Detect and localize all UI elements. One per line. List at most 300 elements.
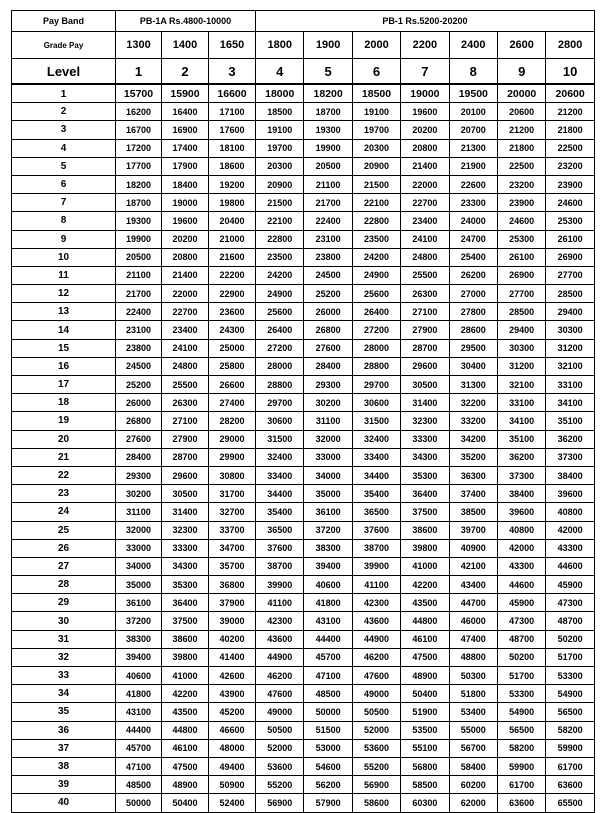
pay-value-cell: 38300 bbox=[304, 539, 352, 557]
pay-value-cell: 46200 bbox=[352, 648, 400, 666]
pay-value-cell: 37200 bbox=[304, 521, 352, 539]
pay-value-cell: 30300 bbox=[546, 321, 594, 339]
pay-value-cell: 33100 bbox=[497, 394, 545, 412]
pay-value-cell: 30300 bbox=[497, 339, 545, 357]
pay-value-cell: 18100 bbox=[209, 139, 256, 157]
pay-value-cell: 19600 bbox=[401, 103, 449, 121]
pay-value-cell: 22400 bbox=[116, 303, 162, 321]
pay-value-cell: 26900 bbox=[546, 248, 594, 266]
pay-value-cell: 58200 bbox=[546, 721, 594, 739]
pay-value-cell: 61700 bbox=[497, 776, 545, 794]
pay-value-cell: 21700 bbox=[116, 285, 162, 303]
pay-value-cell: 35200 bbox=[449, 448, 497, 466]
table-row bbox=[12, 194, 595, 212]
pay-value-cell: 25200 bbox=[116, 376, 162, 394]
pay-value-cell: 30600 bbox=[256, 412, 304, 430]
pay-value-cell: 37300 bbox=[497, 466, 545, 484]
pay-value-cell: 36800 bbox=[209, 576, 256, 594]
pay-value-cell: 33700 bbox=[209, 521, 256, 539]
pay-value-cell: 23100 bbox=[304, 230, 352, 248]
pay-value-cell: 37200 bbox=[116, 612, 162, 630]
pay-value-cell: 22800 bbox=[256, 230, 304, 248]
pay-value-cell: 56900 bbox=[256, 794, 304, 812]
table-row bbox=[12, 248, 595, 266]
pay-value-cell: 46000 bbox=[449, 612, 497, 630]
pay-value-cell: 44600 bbox=[546, 557, 594, 575]
pay-value-cell: 54600 bbox=[304, 757, 352, 775]
pay-value-cell: 35300 bbox=[162, 576, 209, 594]
table-row bbox=[12, 521, 595, 539]
pay-value-cell: 51700 bbox=[497, 667, 545, 685]
pay-value-cell: 26300 bbox=[162, 394, 209, 412]
pay-value-cell: 20500 bbox=[304, 157, 352, 175]
pay-value-cell: 32000 bbox=[116, 521, 162, 539]
row-level-cell: 10 bbox=[12, 248, 116, 266]
pay-value-cell: 20800 bbox=[401, 139, 449, 157]
pay-value-cell: 27900 bbox=[401, 321, 449, 339]
pay-value-cell: 53300 bbox=[546, 667, 594, 685]
pay-value-cell: 27000 bbox=[449, 285, 497, 303]
pay-value-cell: 22200 bbox=[209, 266, 256, 284]
pay-value-cell: 59900 bbox=[546, 739, 594, 757]
pay-value-cell: 19100 bbox=[352, 103, 400, 121]
pay-value-cell: 44600 bbox=[497, 576, 545, 594]
row-level-cell: 36 bbox=[12, 721, 116, 739]
level-header-row bbox=[12, 59, 595, 85]
pay-value-cell: 20200 bbox=[401, 121, 449, 139]
table-row bbox=[12, 394, 595, 412]
pay-value-cell: 38700 bbox=[256, 557, 304, 575]
pay-value-cell: 26100 bbox=[546, 230, 594, 248]
pay-value-cell: 56800 bbox=[401, 757, 449, 775]
pay-value-cell: 16900 bbox=[162, 121, 209, 139]
pay-value-cell: 36400 bbox=[401, 485, 449, 503]
pay-value-cell: 31700 bbox=[209, 485, 256, 503]
pay-value-cell: 40900 bbox=[449, 539, 497, 557]
pay-value-cell: 28600 bbox=[449, 321, 497, 339]
pay-value-cell: 24300 bbox=[209, 321, 256, 339]
table-row bbox=[12, 339, 595, 357]
table-row bbox=[12, 230, 595, 248]
pay-matrix bbox=[11, 10, 594, 813]
pay-value-cell: 21200 bbox=[497, 121, 545, 139]
pay-value-cell: 35400 bbox=[352, 485, 400, 503]
pay-value-cell: 59900 bbox=[497, 757, 545, 775]
pay-value-cell: 32100 bbox=[546, 357, 594, 375]
pay-value-cell: 18500 bbox=[256, 103, 304, 121]
level-number-cell: 5 bbox=[304, 59, 352, 85]
pay-value-cell: 28800 bbox=[352, 357, 400, 375]
pay-value-cell: 36200 bbox=[546, 430, 594, 448]
pay-value-cell: 18700 bbox=[116, 194, 162, 212]
grade-pay-label: Grade Pay bbox=[12, 32, 116, 59]
pay-value-cell: 60300 bbox=[401, 794, 449, 812]
level-number-cell: 3 bbox=[209, 59, 256, 85]
pay-value-cell: 47600 bbox=[352, 667, 400, 685]
pay-value-cell: 29000 bbox=[209, 430, 256, 448]
pay-value-cell: 15900 bbox=[162, 84, 209, 103]
pay-value-cell: 28000 bbox=[256, 357, 304, 375]
pay-value-cell: 27600 bbox=[116, 430, 162, 448]
pay-value-cell: 39800 bbox=[401, 539, 449, 557]
pay-value-cell: 35400 bbox=[256, 503, 304, 521]
pay-value-cell: 39700 bbox=[449, 521, 497, 539]
pay-value-cell: 43300 bbox=[497, 557, 545, 575]
pay-value-cell: 33000 bbox=[116, 539, 162, 557]
pay-value-cell: 50000 bbox=[116, 794, 162, 812]
pay-value-cell: 50900 bbox=[209, 776, 256, 794]
pay-value-cell: 23500 bbox=[256, 248, 304, 266]
pay-value-cell: 41800 bbox=[304, 594, 352, 612]
pay-value-cell: 31200 bbox=[497, 357, 545, 375]
pay-value-cell: 40800 bbox=[497, 521, 545, 539]
table-row bbox=[12, 594, 595, 612]
pay-value-cell: 56500 bbox=[546, 703, 594, 721]
pay-value-cell: 40600 bbox=[304, 576, 352, 594]
pay-value-cell: 29900 bbox=[209, 448, 256, 466]
table-row bbox=[12, 157, 595, 175]
pay-value-cell: 49000 bbox=[352, 685, 400, 703]
pay-value-cell: 19000 bbox=[401, 84, 449, 103]
pay-value-cell: 28700 bbox=[401, 339, 449, 357]
pay-value-cell: 26900 bbox=[497, 266, 545, 284]
level-number-cell: 4 bbox=[256, 59, 304, 85]
pay-value-cell: 21900 bbox=[449, 157, 497, 175]
pay-value-cell: 30400 bbox=[449, 357, 497, 375]
pay-value-cell: 35100 bbox=[546, 412, 594, 430]
pay-value-cell: 39600 bbox=[546, 485, 594, 503]
pay-value-cell: 31400 bbox=[401, 394, 449, 412]
pay-value-cell: 61700 bbox=[546, 757, 594, 775]
pay-value-cell: 17400 bbox=[162, 139, 209, 157]
pay-value-cell: 19000 bbox=[162, 194, 209, 212]
pay-value-cell: 27800 bbox=[449, 303, 497, 321]
pay-value-cell: 21800 bbox=[546, 121, 594, 139]
pay-value-cell: 26800 bbox=[304, 321, 352, 339]
pay-value-cell: 29600 bbox=[401, 357, 449, 375]
pay-value-cell: 43500 bbox=[401, 594, 449, 612]
row-level-cell: 6 bbox=[12, 175, 116, 193]
pay-value-cell: 45900 bbox=[497, 594, 545, 612]
row-level-cell: 22 bbox=[12, 466, 116, 484]
pay-value-cell: 33300 bbox=[162, 539, 209, 557]
pay-value-cell: 19300 bbox=[304, 121, 352, 139]
row-level-cell: 26 bbox=[12, 539, 116, 557]
level-number-cell: 7 bbox=[401, 59, 449, 85]
pay-value-cell: 36500 bbox=[352, 503, 400, 521]
pay-value-cell: 43400 bbox=[449, 576, 497, 594]
pay-value-cell: 43600 bbox=[256, 630, 304, 648]
pay-value-cell: 37400 bbox=[449, 485, 497, 503]
pay-value-cell: 46100 bbox=[401, 630, 449, 648]
pay-value-cell: 24900 bbox=[256, 285, 304, 303]
pay-value-cell: 27100 bbox=[401, 303, 449, 321]
pay-value-cell: 17700 bbox=[116, 157, 162, 175]
grade-pay-cell: 2200 bbox=[401, 32, 449, 59]
table-row bbox=[12, 612, 595, 630]
pay-value-cell: 41100 bbox=[352, 576, 400, 594]
pay-value-cell: 32400 bbox=[352, 430, 400, 448]
pay-value-cell: 50400 bbox=[401, 685, 449, 703]
pay-value-cell: 50500 bbox=[352, 703, 400, 721]
pay-value-cell: 58600 bbox=[352, 794, 400, 812]
pay-value-cell: 39900 bbox=[352, 557, 400, 575]
pay-value-cell: 53400 bbox=[449, 703, 497, 721]
pay-value-cell: 46600 bbox=[209, 721, 256, 739]
pay-value-cell: 52000 bbox=[256, 739, 304, 757]
pay-value-cell: 22100 bbox=[256, 212, 304, 230]
pay-value-cell: 40200 bbox=[209, 630, 256, 648]
table-row bbox=[12, 466, 595, 484]
pay-value-cell: 23800 bbox=[116, 339, 162, 357]
pay-value-cell: 20300 bbox=[256, 157, 304, 175]
pay-value-cell: 60200 bbox=[449, 776, 497, 794]
pay-value-cell: 42000 bbox=[497, 539, 545, 557]
row-level-cell: 18 bbox=[12, 394, 116, 412]
pay-value-cell: 17200 bbox=[116, 139, 162, 157]
pay-value-cell: 24500 bbox=[116, 357, 162, 375]
pay-value-cell: 38400 bbox=[497, 485, 545, 503]
pay-value-cell: 28400 bbox=[116, 448, 162, 466]
pay-value-cell: 30600 bbox=[352, 394, 400, 412]
pay-value-cell: 50400 bbox=[162, 794, 209, 812]
row-level-cell: 33 bbox=[12, 667, 116, 685]
pay-value-cell: 27700 bbox=[497, 285, 545, 303]
pay-value-cell: 47500 bbox=[162, 757, 209, 775]
pay-value-cell: 42000 bbox=[546, 521, 594, 539]
pay-value-cell: 54900 bbox=[546, 685, 594, 703]
pay-value-cell: 23500 bbox=[352, 230, 400, 248]
pay-value-cell: 36400 bbox=[162, 594, 209, 612]
pay-value-cell: 23400 bbox=[162, 321, 209, 339]
pay-value-cell: 43100 bbox=[304, 612, 352, 630]
pay-value-cell: 26800 bbox=[116, 412, 162, 430]
pay-value-cell: 48500 bbox=[304, 685, 352, 703]
pay-value-cell: 43500 bbox=[162, 703, 209, 721]
pay-value-cell: 51900 bbox=[401, 703, 449, 721]
table-row bbox=[12, 376, 595, 394]
pay-value-cell: 44700 bbox=[449, 594, 497, 612]
row-level-cell: 19 bbox=[12, 412, 116, 430]
pay-value-cell: 19900 bbox=[304, 139, 352, 157]
grade-pay-row bbox=[12, 32, 595, 59]
pay-value-cell: 22500 bbox=[546, 139, 594, 157]
pay-value-cell: 34200 bbox=[449, 430, 497, 448]
pay-value-cell: 56900 bbox=[352, 776, 400, 794]
table-row bbox=[12, 84, 595, 103]
pay-value-cell: 19300 bbox=[116, 212, 162, 230]
pay-value-cell: 36100 bbox=[116, 594, 162, 612]
pay-value-cell: 50200 bbox=[497, 648, 545, 666]
table-row bbox=[12, 576, 595, 594]
pay-value-cell: 23100 bbox=[116, 321, 162, 339]
table-row bbox=[12, 103, 595, 121]
row-level-cell: 8 bbox=[12, 212, 116, 230]
pay-value-cell: 34400 bbox=[352, 466, 400, 484]
pay-value-cell: 45700 bbox=[304, 648, 352, 666]
pay-value-cell: 54900 bbox=[497, 703, 545, 721]
pay-value-cell: 28400 bbox=[304, 357, 352, 375]
pay-value-cell: 36300 bbox=[449, 466, 497, 484]
pay-value-cell: 29700 bbox=[256, 394, 304, 412]
pay-value-cell: 41100 bbox=[256, 594, 304, 612]
pay-value-cell: 41000 bbox=[401, 557, 449, 575]
pay-value-cell: 20600 bbox=[497, 103, 545, 121]
pay-value-cell: 21000 bbox=[209, 230, 256, 248]
pay-value-cell: 25600 bbox=[352, 285, 400, 303]
grade-pay-cell: 2000 bbox=[352, 32, 400, 59]
row-level-cell: 16 bbox=[12, 357, 116, 375]
pay-value-cell: 34700 bbox=[209, 539, 256, 557]
pay-value-cell: 56500 bbox=[497, 721, 545, 739]
pay-value-cell: 24800 bbox=[401, 248, 449, 266]
pay-value-cell: 63600 bbox=[497, 794, 545, 812]
row-level-cell: 32 bbox=[12, 648, 116, 666]
pay-value-cell: 26400 bbox=[256, 321, 304, 339]
pay-value-cell: 21500 bbox=[352, 175, 400, 193]
table-row bbox=[12, 703, 595, 721]
pay-value-cell: 27600 bbox=[304, 339, 352, 357]
pay-value-cell: 35300 bbox=[401, 466, 449, 484]
row-level-cell: 34 bbox=[12, 685, 116, 703]
pay-band-row bbox=[12, 11, 595, 32]
pay-value-cell: 19700 bbox=[256, 139, 304, 157]
pay-value-cell: 20100 bbox=[449, 103, 497, 121]
grade-pay-cell: 1900 bbox=[304, 32, 352, 59]
pay-value-cell: 24500 bbox=[304, 266, 352, 284]
pay-value-cell: 16400 bbox=[162, 103, 209, 121]
pay-value-cell: 18700 bbox=[304, 103, 352, 121]
pay-value-cell: 48800 bbox=[449, 648, 497, 666]
pay-value-cell: 47300 bbox=[497, 612, 545, 630]
table-row bbox=[12, 266, 595, 284]
pay-value-cell: 28700 bbox=[162, 448, 209, 466]
pay-value-cell: 33400 bbox=[256, 466, 304, 484]
pay-value-cell: 43900 bbox=[209, 685, 256, 703]
grade-pay-cell: 1300 bbox=[116, 32, 162, 59]
pay-value-cell: 50300 bbox=[449, 667, 497, 685]
level-number-cell: 6 bbox=[352, 59, 400, 85]
pay-value-cell: 27900 bbox=[162, 430, 209, 448]
row-level-cell: 35 bbox=[12, 703, 116, 721]
pay-value-cell: 22800 bbox=[352, 212, 400, 230]
pay-value-cell: 19900 bbox=[116, 230, 162, 248]
pay-value-cell: 36200 bbox=[497, 448, 545, 466]
pay-value-cell: 25600 bbox=[256, 303, 304, 321]
pay-value-cell: 24600 bbox=[497, 212, 545, 230]
row-level-cell: 14 bbox=[12, 321, 116, 339]
pay-value-cell: 26400 bbox=[352, 303, 400, 321]
pay-value-cell: 30500 bbox=[162, 485, 209, 503]
pay-value-cell: 42600 bbox=[209, 667, 256, 685]
pay-value-cell: 42300 bbox=[352, 594, 400, 612]
pay-value-cell: 25500 bbox=[401, 266, 449, 284]
pay-value-cell: 26100 bbox=[497, 248, 545, 266]
pay-value-cell: 20900 bbox=[352, 157, 400, 175]
pay-value-cell: 33000 bbox=[304, 448, 352, 466]
pay-value-cell: 21400 bbox=[162, 266, 209, 284]
pay-value-cell: 29400 bbox=[497, 321, 545, 339]
pay-value-cell: 20900 bbox=[256, 175, 304, 193]
pay-value-cell: 24700 bbox=[449, 230, 497, 248]
pay-value-cell: 25000 bbox=[209, 339, 256, 357]
table-row bbox=[12, 321, 595, 339]
pay-value-cell: 15700 bbox=[116, 84, 162, 103]
grade-pay-cell: 2400 bbox=[449, 32, 497, 59]
pay-value-cell: 26000 bbox=[116, 394, 162, 412]
pay-value-cell: 29300 bbox=[304, 376, 352, 394]
pay-value-cell: 47600 bbox=[256, 685, 304, 703]
table-row bbox=[12, 212, 595, 230]
row-level-cell: 28 bbox=[12, 576, 116, 594]
grade-pay-cell: 1650 bbox=[209, 32, 256, 59]
grade-pay-cell: 1800 bbox=[256, 32, 304, 59]
pay-value-cell: 48500 bbox=[116, 776, 162, 794]
pay-value-cell: 37500 bbox=[401, 503, 449, 521]
level-label: Level bbox=[12, 59, 116, 85]
level-number-cell: 10 bbox=[546, 59, 594, 85]
pay-value-cell: 39600 bbox=[497, 503, 545, 521]
pb1-band-label: PB-1 Rs.5200-20200 bbox=[256, 11, 595, 32]
pay-value-cell: 49000 bbox=[256, 703, 304, 721]
pay-value-cell: 55000 bbox=[449, 721, 497, 739]
pay-value-cell: 34100 bbox=[546, 394, 594, 412]
pay-value-cell: 45200 bbox=[209, 703, 256, 721]
pay-value-cell: 27400 bbox=[209, 394, 256, 412]
pay-value-cell: 53600 bbox=[352, 739, 400, 757]
row-level-cell: 5 bbox=[12, 157, 116, 175]
pay-value-cell: 24000 bbox=[449, 212, 497, 230]
row-level-cell: 7 bbox=[12, 194, 116, 212]
pay-value-cell: 36100 bbox=[304, 503, 352, 521]
pb1a-band-label: PB-1A Rs.4800-10000 bbox=[116, 11, 256, 32]
pay-value-cell: 51700 bbox=[546, 648, 594, 666]
pay-value-cell: 43100 bbox=[116, 703, 162, 721]
table-row bbox=[12, 139, 595, 157]
row-level-cell: 24 bbox=[12, 503, 116, 521]
pay-value-cell: 28500 bbox=[497, 303, 545, 321]
pay-value-cell: 17100 bbox=[209, 103, 256, 121]
pay-value-cell: 21200 bbox=[546, 103, 594, 121]
pay-value-cell: 32700 bbox=[209, 503, 256, 521]
pay-value-cell: 32300 bbox=[162, 521, 209, 539]
pay-value-cell: 43300 bbox=[546, 539, 594, 557]
table-row bbox=[12, 121, 595, 139]
pay-value-cell: 33100 bbox=[546, 376, 594, 394]
pay-value-cell: 39400 bbox=[116, 648, 162, 666]
pay-value-cell: 42300 bbox=[256, 612, 304, 630]
pay-value-cell: 53600 bbox=[256, 757, 304, 775]
pay-value-cell: 25400 bbox=[449, 248, 497, 266]
pay-value-cell: 31500 bbox=[256, 430, 304, 448]
pay-value-cell: 48000 bbox=[209, 739, 256, 757]
pay-value-cell: 62000 bbox=[449, 794, 497, 812]
pay-value-cell: 34300 bbox=[162, 557, 209, 575]
pay-value-cell: 20800 bbox=[162, 248, 209, 266]
pay-value-cell: 18400 bbox=[162, 175, 209, 193]
row-level-cell: 37 bbox=[12, 739, 116, 757]
pay-value-cell: 42200 bbox=[162, 685, 209, 703]
pay-value-cell: 21500 bbox=[256, 194, 304, 212]
pay-value-cell: 52000 bbox=[352, 721, 400, 739]
pay-value-cell: 35000 bbox=[116, 576, 162, 594]
pay-value-cell: 33400 bbox=[352, 448, 400, 466]
pay-value-cell: 18500 bbox=[352, 84, 400, 103]
pay-value-cell: 50000 bbox=[304, 703, 352, 721]
row-level-cell: 21 bbox=[12, 448, 116, 466]
pay-value-cell: 26300 bbox=[401, 285, 449, 303]
pay-value-cell: 48900 bbox=[401, 667, 449, 685]
